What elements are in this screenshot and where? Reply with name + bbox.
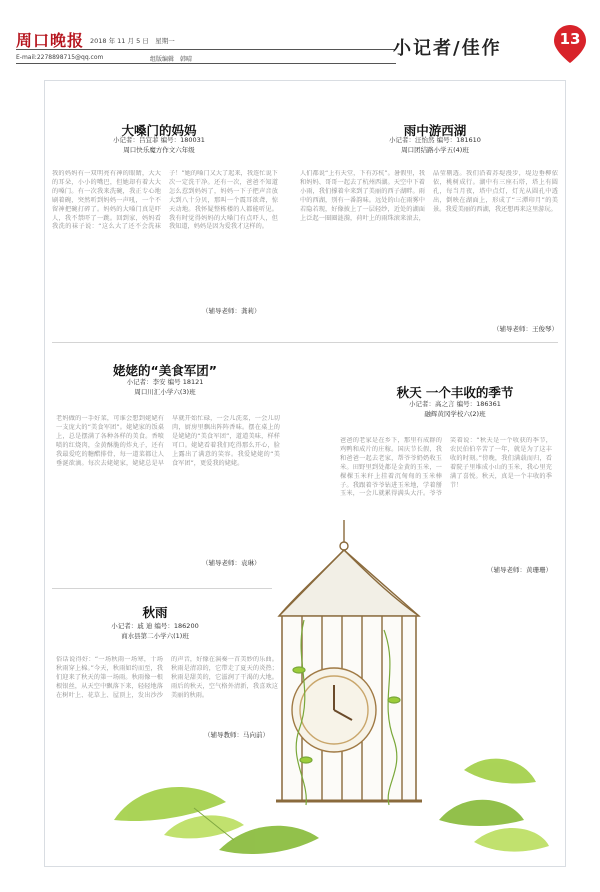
article-teacher: （辅导老师：王俊琴） xyxy=(493,325,558,333)
layout-editor: 组版编辑 韩晴 xyxy=(150,56,193,63)
article-school: 周口团结路小学五(4)班 xyxy=(401,146,469,154)
article-school: 商水县第二小学六(1)班 xyxy=(121,632,189,640)
article-body: 我的妈妈有一双明亮有神的眼睛，大大的耳朵，小小的嘴巴，但她却有着大大的嗓门。有一次我来洗碗，我正专心地刷着碗，突然听到妈妈一声吼，一个不留神把碗打碎了。妈妈的大嗓门真是吓人，我不禁吓了一跳。回到家，妈妈看我洗的袜子说：“这么大了还不会洗袜子！”她的嗓门又大了起来，我连忙说下次一定洗干净。还有一次，爸爸不知道怎么惹到妈妈了，妈妈一下子把声音放大到八十分贝，那叫一个震耳欲聋，惊天动地。我怀疑整栋楼的人都能听见。我有时觉得妈妈的大嗓门有点吓人，但我知道，妈妈是因为爱我才这样的。 xyxy=(52,170,278,231)
header-rule xyxy=(16,49,396,50)
article-title: 秋天 一个丰收的季节 xyxy=(396,385,514,400)
article-body: 老妈做的一手好菜，可谁会想到姥姥有一支庞大的“美食军团”。姥姥家的饭桌上，总是摆满了各种各样的美食。香喷喷的红烧肉，金黄酥脆的炸丸子，还有我最爱吃的糖醋排骨，每一道菜都让人垂涎欲滴。每次去姥姥家，姥姥总是早早就开始忙碌，一会儿洗菜，一会儿切肉，厨房里飘出阵阵香味。摆在桌上的是姥姥的“美食军团”，道道美味，样样可口。姥姥看着我们吃得那么开心，脸上露出了满意的笑容。我爱姥姥的“美食军团”，更爱我的姥姥。 xyxy=(56,415,280,467)
issue-date: 2018 年 11 月 5 日 星期一 xyxy=(90,37,175,45)
article-school: 融辉黄冈学校六(2)班 xyxy=(424,410,486,418)
section-divider xyxy=(52,588,272,589)
article-school: 周口川汇小学六(3)班 xyxy=(134,388,196,396)
article-teacher: （辅导老师：黄珊珊） xyxy=(487,566,552,574)
contact-email: E-mail:2278898715@qq.com xyxy=(16,54,104,61)
article-byline: 小记者：高之言 编号：186361 xyxy=(409,400,501,408)
article-teacher: （辅导老师：袁琳） xyxy=(202,559,261,567)
article-body: 爸爸的老家是在乡下，那里有成群的鸡鸭和成片的庄稼。国庆节长假，我和爸爸一起去老家，帮爷爷奶奶收玉米。田野里到处都是金黄的玉米，一棵棵玉米秆上挂着沉甸甸的玉米棒子。我跟着爷爷钻进玉米地，学着掰玉米，一会儿就累得满头大汗。爷爷笑着说：“秋天是一个收获的季节，农民伯伯辛苦了一年，就是为了这丰收的时刻。”傍晚，我们满载而归，看着院子里堆成小山的玉米，我心里充满了喜悦。秋天，真是一个丰收的季节！ xyxy=(340,437,552,498)
article-school: 周口快乐魔方作文六年级 xyxy=(123,146,195,154)
article-byline: 小记者：汪怡然 编号：181610 xyxy=(389,136,481,144)
article-title: 姥姥的“美食军团” xyxy=(113,363,217,378)
article-title: 秋雨 xyxy=(142,605,168,620)
article-title: 雨中游西湖 xyxy=(403,123,467,138)
article-byline: 小记者：戚 迪 编号：186200 xyxy=(111,622,199,630)
article-byline: 小记者：吕宜菲 编号：180031 xyxy=(113,136,205,144)
article-title: 大嗓门的妈妈 xyxy=(121,123,197,138)
article-teacher: （辅导老师：龚莉） xyxy=(202,307,261,315)
section-divider xyxy=(52,342,558,343)
article-body: 人们都说“上有天堂，下有苏杭”。暑假里，我和妈妈、哥哥一起去了杭州西湖。天空中下着小雨，我们撑着伞来到了美丽的西子湖畔。雨中的西湖，别有一番韵味。远处的山在雨雾中若隐若现，好像披上了一层轻纱，近处的湖面上泛起一圈圈涟漪，荷叶上的雨珠滚来滚去，晶莹剔透。我们沿着苏堤漫步，堤边垂柳依依，桃树成行。湖中有三座石塔，塔上有圆孔，每当月夜，塔中点灯，灯光从圆孔中透出，倒映在湖面上，形成了“三潭印月”的美景。我爱美丽的西湖，我还想再来这里游玩。 xyxy=(300,170,558,222)
article-byline: 小记者：李安 编号 18121 xyxy=(126,378,204,386)
page-number: 13 xyxy=(559,30,581,48)
column-title: 小记者/佳作 xyxy=(393,38,502,59)
article-teacher: （辅导教师：马向前） xyxy=(204,731,269,739)
article-body: 俗话说得好：“一场秋雨一场寒，十场秋雨穿上棉。”今天，秋雨如约而至，我们迎来了秋天的第一场雨。秋雨像一根根银丝，从天空中飘落下来，轻轻地落在树叶上、花草上、屋顶上，发出沙沙的声音，好像在演奏一首美妙的乐曲。秋雨是清凉的，它带走了夏天的炎热；秋雨是甜美的，它滋润了干渴的大地。雨后的秋天，空气格外清新，我喜欢这美丽的秋雨。 xyxy=(56,656,278,699)
newspaper-logo: 周口晚报 xyxy=(16,31,85,50)
header-rule-bottom xyxy=(16,63,396,64)
leaf-cluster-right xyxy=(439,759,549,852)
